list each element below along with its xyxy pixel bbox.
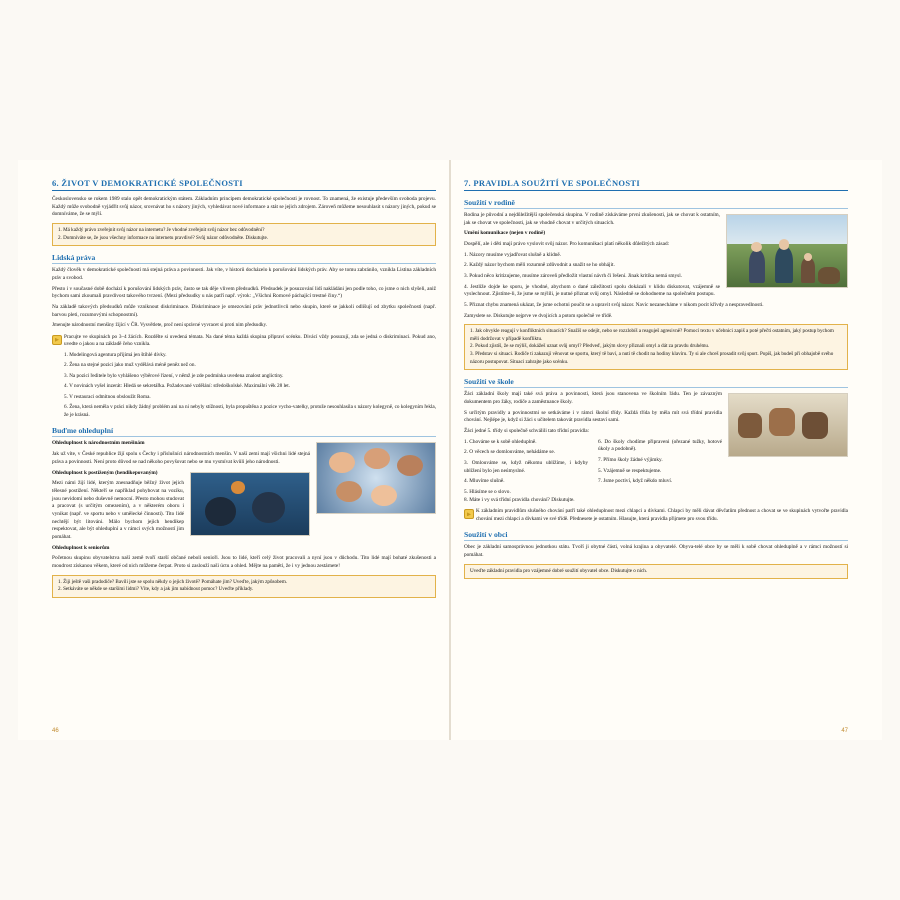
intro-paragraph: Československo se rokem 1989 stalo opět demokratickým státem. Základním principem demokratické společnosti je rovnost. To znamená, že existuje především svoboda projevu. Každý může svobodně vyjádřit svůj názor, srovnávat ho s názory jiných, vyhledávat nové informace a stát se jejich zdrojem. Zároveň můžeme nesouhlasit s názory jiných, pokud se domníváme, že se mýlí.	[52, 196, 436, 218]
section-heading-school: Soužití ve škole	[464, 377, 848, 388]
paragraph: S určitým pravidly a povinnostmi se setkáváme i v rámci školní třídy. Každá třída by měla mít svá třídní pravidla chování. Nejlépe je, když si žáci s učitelem takovát pravidla sestaví sami.	[464, 409, 722, 424]
class-rules-title: Žáci jedné 5. třídy si společně schválili tato třídní pravidla:	[464, 427, 590, 434]
rule-item: 5. Hlásíme se o slovo.	[464, 489, 511, 496]
section-heading-human-rights: Lidská práva	[52, 253, 436, 264]
task-item: 6. Žena, která neměla v práci nikdy žádný problém ani na ni nebyly stížnosti, byla propuštěna z pozice vycho-vatelky, protože nesouhlasila s názory kolegyně, co kolegyním řekla, že je krásná.	[64, 404, 436, 418]
left-page	[18, 160, 450, 740]
task-box-3	[52, 575, 436, 598]
right-page	[450, 160, 882, 740]
rule-item: 5. Vzájemně se respektujeme.	[598, 467, 662, 474]
task-item: Uveďte základní pravidla pro vzájemné dobré soužití obyvatel obce. Diskutujte o nich.	[470, 567, 648, 574]
photo-family-outdoors	[726, 214, 848, 288]
task-item: 1. Má každý právo zveřejnit svůj názor na internetu? Je vhodné zveřejnit svůj názor bez odůvodnění?	[58, 227, 265, 234]
paragraph: Přesto i v současné době dochází k porušování lidských práv, často se tak děje vlivem předsudků. Předsudek je posuzování lidí nakládáni jen podle toho, co jsme o nich slyšeli, aniž bychom sami zkoumali pravdivost takového tvrzení. (Mezi předsudky u nás patří např. výrok: „Všichni Romové páchající trestné činy.“)	[52, 285, 436, 300]
photo-children-circle	[316, 442, 436, 514]
task-marker-icon	[464, 509, 474, 519]
page-title: 6. ŽIVOT V DEMOKRATICKÉ SPOLEČNOSTI	[52, 178, 436, 191]
task-box-4	[464, 324, 848, 370]
task-block-2	[52, 334, 436, 420]
paragraph: Mezi námi žijí lidé, kterým znesnadňuje běžný život jejich tělesné postižení. Někteří se například pohybovat na vozíku, jsou nevidomí nebo duševně nemocní. Přesto mohou studovat a pracovat (s určitým omezením), a v některém oboru i vynikat (např. ve sportu nebo v umělecké činnosti). Tito lidé nechtějí být litováni. Málo bychom jejich hendikep respektovat, ale být ohleduplní a v rámci svých možností jim pomáhat.	[52, 480, 184, 540]
page-title: 7. PRAVIDLA SOUŽITÍ VE SPOLEČNOSTI	[464, 178, 848, 191]
rule-item: 8. Máte i vy svá třídní pravidla chování? Diskutujte.	[464, 496, 575, 503]
subheading-text: Ohleduplnost k národnostním menšinám	[52, 440, 145, 447]
section-heading-considerate: Buďme ohleduplní	[52, 426, 436, 437]
book-gutter	[449, 160, 451, 740]
task-item: 1. Modelingová agentura přijímá jen štíhlé dívky.	[64, 351, 167, 358]
task-item: 2. Pokud zjistíš, že se mýlíš, dokážeš uznat svůj omyl? Předveď, jakým slovy přiznali omyl a dát za pravdu druhému.	[470, 343, 710, 350]
page-number-left: 46	[52, 728, 59, 734]
task-item: 1. Žiji ještě vaši pradodiče? Bavili jste se spolu někdy o jejich životě? Pomáhate jim? Uveďte, jakým způsobem.	[58, 578, 288, 585]
paragraph: Každý člověk v demokratické společnosti má stejná práva a povinnosti. Jak víte, v historii docházelo k porušování lidských práv. Aby se tomu zabránilo, vznikla Listina základních práv a svobod.	[52, 267, 436, 281]
paragraph: Jak už víte, v České republice žijí spolu s Čechy i příslušníci národnostních menšin. V naší zemi mají všichni lidé stejná práva a povinnosti. Není proto důvod se nad někoho povyšovat nebo se mu vysmívat kvůli jeho národnosti.	[52, 451, 310, 465]
task-item: 5. V restauraci odmítnou obsloužit Roma.	[64, 393, 151, 400]
paragraph: Na základě takových předsudků může vzniknout diskriminace. Diskriminace je omezování práv jednotlivců nebo skupin, které se jakkoli odlišují od zbytku společnosti (např. barvou pleti, rozumovými schopnostmi).	[52, 303, 436, 318]
paragraph: Žáci základní školy mají také svá práva a povinnosti, která jsou stanovena ve školním řádu. Ten je závazným dokumentem pro žáky, rodiče a zaměstnance školy.	[464, 391, 722, 405]
paragraph: Početnou skupinu obyvatelstva naší země tvoří starší občané neboli senioři. Jsou to lidé, kteří celý život pracovali a nyní jsou v důchodu. Tito lidé mají bohaté zkušenosti a moudrost získanou věkem, které od nich můžeme čerpat. Proto si zaslouží naši úctu a ohled. Mějte na paměti, že i vy jednou zestárnete!	[52, 555, 436, 569]
paragraph: Rodina je původní a nejdůležitější společenská skupina. V rodině získáváme první zkušenosti, jak se chovat k ostatním, jak se chovat ve společnosti, jak se vhodně chovat v určitých situacích.	[464, 212, 720, 226]
inline-note: Zamyslete se. Diskutujte nejprve ve dvojicích a potom společně ve třídě.	[464, 312, 613, 319]
rule-item: 7. Přímo školy žádné výjimky.	[598, 457, 663, 463]
paragraph: Obec je základní samosprávnou jednotkou státu. Tvoří ji obytné části, volná krajina a obyvatelé. Obyva-telé obce by se měli k sobě chovat ohleduplně a v rámci možností si pomáhat.	[464, 544, 848, 559]
rule-item: 4. Jestliže dojde ke sporu, je vhodné, abychom o dané záležitosti spolu dokázali v klidu diskutovat, vzájemně se vyslechnout. Zjistíme-li, že jsme se mýlili, je nutné přiznat svůj omyl. Následně se dohodneme na společném postupu.	[464, 283, 720, 298]
rule-item: 7. Jsme poctiví, když někdo mluví.	[598, 478, 673, 485]
photo-classroom	[728, 393, 848, 457]
page-number-right: 47	[841, 728, 848, 734]
task-item: 2. Setkáváte se někde se staršími lidmi? Víte, kdy a jak jim nabídnout pomoc? Uveďte příklady.	[58, 586, 254, 593]
task-item: 3. Na pozici ředitele bylo vyhlášeno výběrové řízení, v němž je zde podmínka uvedena znalost anglictiny.	[64, 372, 284, 379]
rule-item: 2. O věcech se domlouváme, nehádáme se.	[464, 449, 556, 456]
rule-item: 1. Chováme se k sobě ohleduplně.	[464, 438, 537, 445]
photo-wheelchair-basketball	[190, 472, 310, 536]
task-box-1	[52, 223, 436, 246]
task-item: K základním pravidlům slušného chování patří také ohleduplnost mezi chlapci a dívkami. Chlapci by měli dávat děvčatům přednost a chovat se ve skupinách vytvořte pravidla chování mezi chlapci a dívkami ve své třídě. Přednesete je ostatním. Hlasujte, která pravidla přijmete pro svou třídu.	[476, 508, 848, 522]
rule-item: 3. Omlouváme se, když někomu ublížíme, i kdyby ublížení bylo jen neúmyslné.	[464, 460, 588, 474]
class-rules-list	[464, 439, 722, 497]
rule-item: 6. Do školy chodíme připraveni (ořezané tužky, hotové úkoly a podobně).	[598, 438, 722, 453]
rule-item: 3. Pokud něco kritizujeme, musíme zároveň předložit vlastní návrh či řešení. Jinak kritika nemá smysl.	[464, 273, 682, 280]
rule-item: 5. Přiznat chybu znamená ukázat, že jsme ochotni poučit se a upravit svůj názor. Navíc nezanecháme v nikom pocit křivdy a nespravedlnosti.	[464, 302, 764, 309]
task-item: 4. V novinách vyšel inzerát: Hledá se sekretářka. Požadované vzdělání: středoškolské. Maximální věk 28 let.	[64, 383, 290, 390]
rule-item: 4. Mluvíme slušně.	[464, 478, 505, 485]
subheading-text: Umění komunikace (nejen v rodině)	[464, 230, 546, 237]
section-heading-family: Soužití v rodině	[464, 198, 848, 209]
task-intro: Pracujte ve skupinách po 3–4 žácích. Rozdělte si uvedená témata. Na dané téma každá skupina připraví scénku. Divácí vždy posuzují, zda se jedná o diskriminaci. Pokud ano, uvedte o jakou a na základě čeho vznikla.	[64, 333, 436, 348]
task-item: 2. Domníváte se, že jsou všechny informace na internetu pravdivé? Svůj názor odůvodněte. Diskutujte.	[58, 234, 269, 241]
section-heading-town: Soužití v obci	[464, 530, 848, 541]
task-block-5	[464, 508, 848, 523]
subheading-text: Ohleduplnost k postiženým (hendikepovaným)	[52, 469, 158, 476]
task-item: 3. Představ si situaci. Rodiče ti zakazují věnovat se sportu, který tě baví, a nutí tě chodit na hodiny klavíru. Ty si ale chceš prosadit svůj sport. Popiš, jak budeš při obhajobě svého názoru postupovat. Situaci zahrajte jako scénku.	[470, 351, 834, 365]
rule-item: 1. Názory musíme vyjadřovat slušně a klidně.	[464, 251, 562, 258]
task-box-6	[464, 564, 848, 580]
paragraph: Dospělí, ale i děti mají právo vyslovit svůj názor. Pro komunikaci platí několik důležitých zásad:	[464, 241, 670, 248]
task-item: 1. Jak obvykle reagují v konfliktních situacích? Snažíš se odejít, nebo se rozzlobíš a reaguješ agresivně? Pomocí textu v učebnici zapiš a poté přečti ostatním, jaký postup bychom měli dodržovat v případě konfliktu.	[470, 328, 834, 342]
subheading-text: Ohleduplnost k seniorům	[52, 544, 110, 551]
task-marker-icon	[52, 335, 62, 345]
rule-item: 2. Každý názor bychom měli rozumně zdůvodnit a snažit se ho obhájit.	[464, 262, 615, 269]
subheading-seniors	[52, 545, 436, 553]
task-item: 2. Žena na stejné pozici jako muž vydělává méně peněz než on.	[64, 362, 196, 369]
inline-note: Jmenujte národnostní menšiny žijící v ČR. Vysvětlete, proč není správné vyvracet si proti nim předsudky.	[52, 322, 268, 329]
